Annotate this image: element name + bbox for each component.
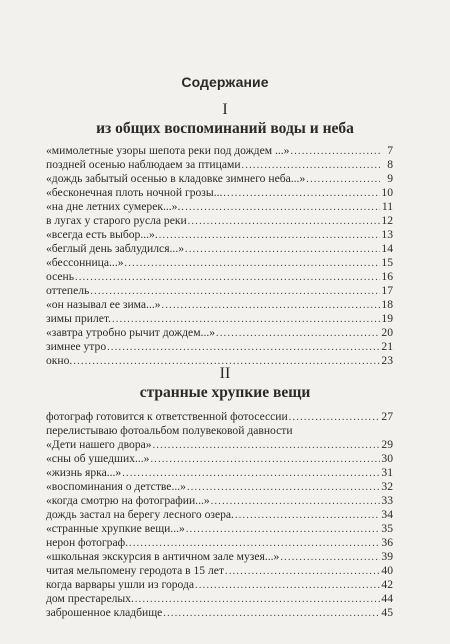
toc-entry-page: 9 — [387, 172, 393, 185]
toc-entry-title: «он называл ее зима...» — [46, 298, 161, 311]
toc-entry — [46, 494, 393, 508]
toc-entry — [46, 424, 393, 438]
dot-leader — [185, 243, 380, 256]
toc-entry — [46, 284, 393, 298]
toc-entry-title: дом престарелых. — [46, 592, 134, 605]
toc-entry — [46, 200, 393, 214]
dot-leader — [122, 467, 380, 480]
dot-leader — [159, 229, 380, 242]
toc-entry-title: читая мельпомену геродота в 15 лет — [46, 564, 225, 577]
toc-entry — [46, 550, 393, 564]
toc-entry-page: 16 — [381, 270, 393, 283]
page-title: Содержание — [181, 74, 269, 90]
dot-leader — [242, 159, 380, 172]
toc-entry — [46, 312, 393, 326]
toc-entry — [46, 298, 393, 312]
toc-entry-page: 30 — [381, 452, 393, 465]
toc-entry-page: 18 — [381, 298, 393, 311]
toc-entry-page: 45 — [381, 606, 393, 619]
toc-entry-title: «воспоминания о детстве...» — [46, 480, 186, 493]
toc-entry-page: 19 — [381, 312, 393, 325]
toc-entry-title: когда варвары ушли из города — [46, 578, 195, 591]
dot-leader — [306, 173, 380, 186]
toc-entry-page: 7 — [387, 144, 393, 157]
toc-entry-title: «странные хрупкие вещи...» — [46, 522, 185, 535]
dot-leader — [162, 299, 380, 312]
toc-entry-page: 36 — [381, 536, 393, 549]
toc-entry — [46, 242, 393, 256]
toc-entry — [46, 270, 393, 284]
toc-entry — [46, 564, 393, 578]
toc-entry-title: в лугах у старого русла реки — [46, 214, 187, 227]
toc-entry — [46, 536, 393, 550]
toc-entry — [46, 158, 393, 172]
toc-entry — [46, 256, 393, 270]
toc-entry-page: 32 — [381, 480, 393, 493]
toc-entry-page: 34 — [381, 508, 393, 521]
toc-entry-title: фотограф готовится к ответственной фотосессии — [46, 410, 288, 423]
dot-leader — [90, 285, 380, 298]
toc-entry-page: 10 — [381, 186, 393, 199]
toc-entry-page: 29 — [381, 438, 393, 451]
section-2-entries — [46, 410, 393, 620]
section-2-heading — [0, 366, 450, 402]
toc-entry-title: «жизнь ярка...» — [46, 466, 122, 479]
toc-entry — [46, 606, 393, 620]
toc-entry — [46, 144, 393, 158]
dot-leader — [107, 341, 380, 354]
toc-entry-page: 11 — [381, 200, 393, 213]
section-title: из общих воспоминаний воды и неба — [96, 120, 354, 137]
toc-entry-title: зимы прилет. — [46, 312, 112, 325]
toc-entry-title: осень — [46, 270, 75, 283]
toc-entry — [46, 326, 393, 340]
toc-entry-page: 40 — [381, 564, 393, 577]
toc-entry-title: «беглый день заблудился...» — [46, 242, 185, 255]
dot-leader — [135, 593, 380, 606]
toc-entry-page: 27 — [381, 410, 393, 423]
toc-entry-title: «бессонница...» — [46, 256, 124, 269]
toc-entry-title: перелистываю фотоальбом полувековой давности — [46, 424, 293, 437]
dot-leader — [290, 145, 380, 158]
dot-leader — [153, 439, 380, 452]
toc-entry-page: 8 — [387, 158, 393, 171]
dot-leader — [150, 453, 380, 466]
toc-entry-page: 42 — [381, 578, 393, 591]
toc-entry-title: «сны об ушедших...» — [46, 452, 150, 465]
toc-entry-page: 23 — [381, 354, 393, 367]
toc-entry-title: оттепель — [46, 284, 90, 297]
section-number: II — [219, 365, 231, 382]
toc-entry — [46, 592, 393, 606]
dot-leader — [235, 509, 380, 522]
toc-entry-page: 44 — [381, 592, 393, 605]
toc-entry-title: «всегда есть выбор...». — [46, 228, 158, 241]
toc-entry-page: 21 — [381, 340, 393, 353]
toc-entry — [46, 186, 393, 200]
toc-entry — [46, 172, 393, 186]
toc-entry-title: «когда смотрю на фотографии...» — [46, 494, 210, 507]
toc-entry-title: «бесконечная плоть ночной грозы... — [46, 186, 223, 199]
toc-entry — [46, 340, 393, 354]
toc-entry-title: «на дне летних сумерек...». — [46, 200, 181, 213]
dot-leader — [186, 523, 380, 536]
dot-leader — [211, 495, 380, 508]
toc-entry — [46, 466, 393, 480]
toc-entry-page: 33 — [381, 494, 393, 507]
section-number: I — [222, 101, 228, 118]
dot-leader — [225, 565, 380, 578]
toc-entry — [46, 410, 393, 424]
dot-leader — [163, 607, 380, 620]
dot-leader — [125, 257, 380, 270]
toc-entry-page: 14 — [381, 242, 393, 255]
toc-entry — [46, 228, 393, 242]
section-1-entries — [46, 144, 393, 368]
toc-entry-title: «дождь забытый осенью в кладовке зимнего неба...» — [46, 172, 306, 185]
toc-entry-page: 20 — [381, 326, 393, 339]
toc-entry-title: «мимолетные узоры шепота реки под дождем ...» — [46, 144, 290, 157]
section-title: странные хрупкие вещи — [139, 384, 311, 401]
toc-entry-title: дождь застал на берегу лесного озера. — [46, 508, 234, 521]
toc-entry — [46, 452, 393, 466]
toc-entry — [46, 480, 393, 494]
toc-entry-page: 15 — [381, 256, 393, 269]
toc-entry-page: 31 — [381, 466, 393, 479]
section-1-heading — [0, 102, 450, 138]
toc-entry — [46, 522, 393, 536]
dot-leader — [181, 201, 380, 214]
toc-entry-title: зимнее утро — [46, 340, 107, 353]
toc-entry — [46, 508, 393, 522]
dot-leader — [216, 327, 380, 340]
dot-leader — [195, 579, 380, 592]
dot-leader — [112, 313, 380, 326]
toc-entry-page: 12 — [381, 214, 393, 227]
dot-leader — [280, 551, 380, 564]
toc-entry-title: «Дети нашего двора» — [46, 438, 152, 451]
toc-entry-title: заброшенное кладбище — [46, 606, 163, 619]
toc-entry — [46, 214, 393, 228]
dot-leader — [75, 271, 380, 284]
toc-entry-page: 13 — [381, 228, 393, 241]
toc-entry-title: «завтра утробно рычит дождем...» — [46, 326, 216, 339]
toc-entry-page: 35 — [381, 522, 393, 535]
toc-entry — [46, 578, 393, 592]
toc-entry-page: 17 — [381, 284, 393, 297]
toc-entry-title: нерон фотограф. — [46, 536, 129, 549]
toc-entry — [46, 438, 393, 452]
toc-entry-title: окно. — [46, 354, 73, 367]
dot-leader — [289, 411, 380, 424]
dot-leader — [187, 481, 380, 494]
toc-entry-title: «школьная экскурсия в античном зале музея...» — [46, 550, 280, 563]
toc-entry-page: 39 — [381, 550, 393, 563]
toc-entry-title: поздней осенью наблюдаем за птицами — [46, 158, 241, 171]
dot-leader — [129, 537, 380, 550]
dot-leader — [188, 215, 380, 228]
dot-leader — [223, 187, 380, 200]
